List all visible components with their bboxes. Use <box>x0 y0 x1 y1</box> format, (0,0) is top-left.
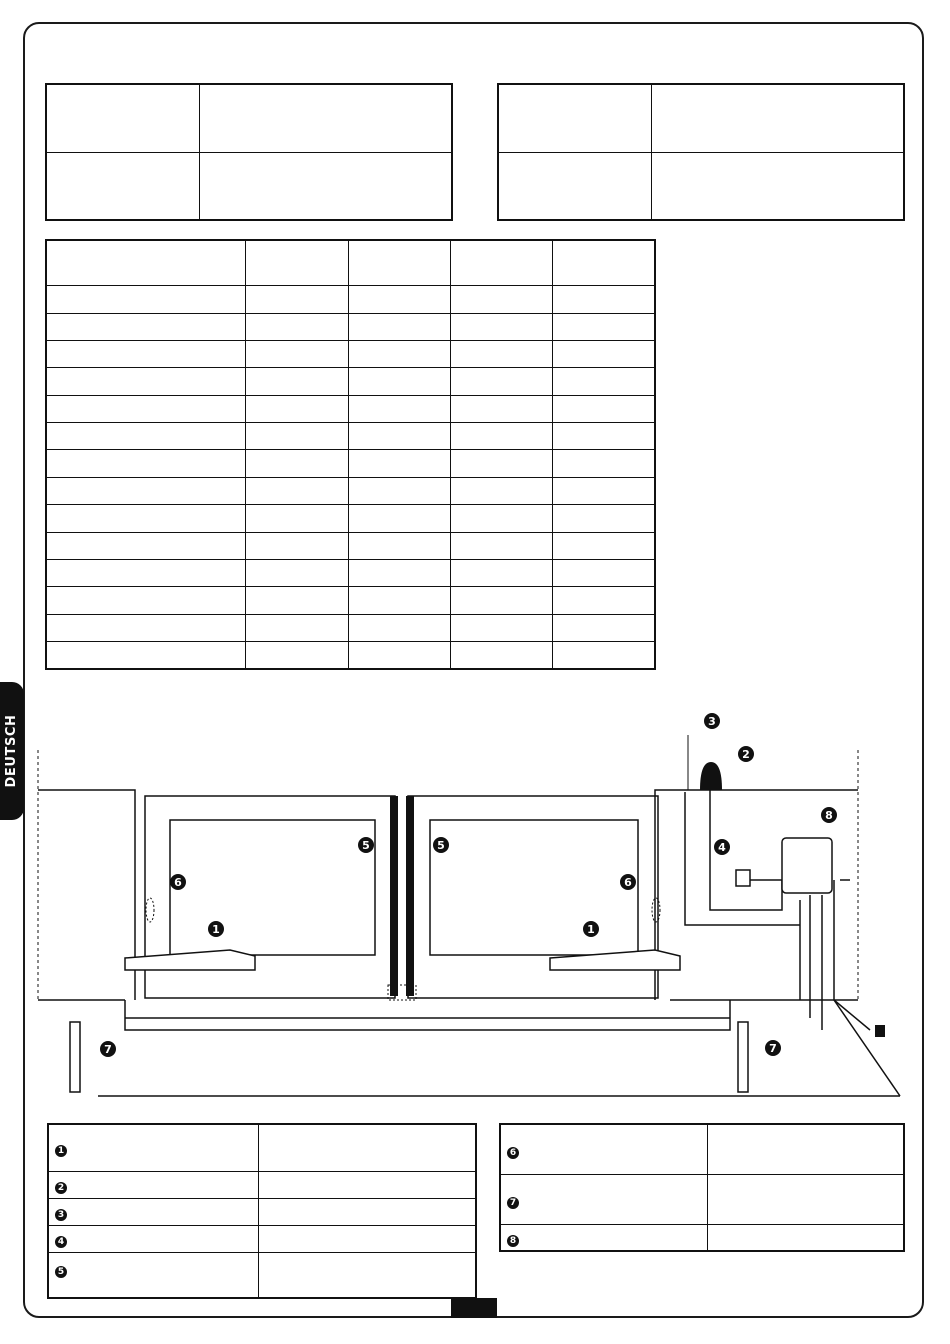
spec-table-cell <box>46 559 246 586</box>
spec-table-cell <box>552 313 655 340</box>
spec-table-cell <box>552 642 655 670</box>
callout-6-left: 6 <box>174 876 182 889</box>
spec-table <box>45 239 656 670</box>
spec-table-cell <box>348 505 450 532</box>
spec-table-cell <box>246 587 348 614</box>
spec-table-cell <box>552 587 655 614</box>
spec-table-cell <box>46 395 246 422</box>
spec-table-cell <box>246 559 348 586</box>
legend-item-2-badge: 2 <box>55 1182 67 1194</box>
table-cell <box>46 152 200 220</box>
callout-6-right: 6 <box>624 876 632 889</box>
spec-table-cell <box>348 368 450 395</box>
table-cell <box>259 1171 477 1198</box>
spec-table-cell <box>450 477 552 504</box>
table-cell <box>259 1198 477 1225</box>
spec-table-cell <box>348 450 450 477</box>
spec-table-cell <box>450 340 552 367</box>
spec-table-cell <box>46 368 246 395</box>
table-cell <box>46 84 200 152</box>
spec-table-cell <box>46 340 246 367</box>
spec-table-cell <box>552 395 655 422</box>
spec-table-cell <box>46 614 246 641</box>
spec-table-cell <box>246 450 348 477</box>
legend-item-1-badge: 1 <box>55 1145 67 1157</box>
spec-table-cell <box>246 477 348 504</box>
table-cell <box>200 152 453 220</box>
spec-table-cell <box>552 340 655 367</box>
spec-table-cell <box>552 614 655 641</box>
spec-table-cell <box>246 240 348 286</box>
callout-1-right: 1 <box>587 923 595 936</box>
spec-table-cell <box>246 395 348 422</box>
spec-table-cell <box>246 642 348 670</box>
legend-item-8-badge: 8 <box>507 1235 519 1247</box>
spec-table-cell <box>348 313 450 340</box>
legend-item-7-badge: 7 <box>507 1197 519 1209</box>
legend-table-right <box>499 1123 905 1252</box>
spec-table-cell <box>46 642 246 670</box>
spec-table-cell <box>46 477 246 504</box>
page-number-tab <box>451 1298 497 1318</box>
spec-table-cell <box>552 505 655 532</box>
spec-table-cell <box>46 505 246 532</box>
spec-table-cell <box>246 286 348 313</box>
spec-table-cell <box>552 423 655 450</box>
callout-3: 3 <box>708 715 716 728</box>
legend-item-5-badge: 5 <box>55 1266 67 1278</box>
table-cell <box>259 1124 477 1171</box>
spec-table-cell <box>246 423 348 450</box>
callout-1-left: 1 <box>212 923 220 936</box>
table-cell <box>259 1252 477 1298</box>
table-cell <box>259 1225 477 1252</box>
table-cell <box>498 84 652 152</box>
spec-table-cell <box>450 368 552 395</box>
spec-table-cell <box>46 532 246 559</box>
spec-table-cell <box>552 286 655 313</box>
spec-table-cell <box>348 423 450 450</box>
callout-5-left: 5 <box>362 839 370 852</box>
legend-table-left <box>47 1123 477 1299</box>
table-cell <box>652 84 905 152</box>
spec-table-cell <box>46 423 246 450</box>
spec-table-cell <box>450 642 552 670</box>
spec-table-cell <box>552 559 655 586</box>
spec-table-cell <box>348 614 450 641</box>
spec-table-cell <box>246 532 348 559</box>
spec-table-cell <box>450 240 552 286</box>
spec-table-cell <box>450 532 552 559</box>
spec-table-cell <box>348 559 450 586</box>
spec-table-cell <box>348 642 450 670</box>
legend-item-3-badge: 3 <box>55 1209 67 1221</box>
language-tab <box>0 682 24 820</box>
legend-item-4-badge: 4 <box>55 1236 67 1248</box>
spec-table-cell <box>450 450 552 477</box>
spec-table-cell <box>246 505 348 532</box>
spec-table-cell <box>348 240 450 286</box>
callout-4: 4 <box>718 841 726 854</box>
spec-table-cell <box>450 395 552 422</box>
gate-installation-diagram <box>30 700 910 1100</box>
spec-table-cell <box>552 240 655 286</box>
spec-table-cell <box>348 286 450 313</box>
spec-table-cell <box>348 477 450 504</box>
top-table-left <box>45 83 453 221</box>
spec-table-cell <box>450 313 552 340</box>
spec-table-cell <box>450 587 552 614</box>
spec-table-cell <box>450 559 552 586</box>
spec-table-cell <box>450 614 552 641</box>
spec-table-cell <box>246 614 348 641</box>
top-table-right <box>497 83 905 221</box>
callout-8: 8 <box>825 809 833 822</box>
spec-table-cell <box>552 532 655 559</box>
spec-table-cell <box>450 286 552 313</box>
table-cell <box>708 1224 905 1251</box>
callout-5-right: 5 <box>437 839 445 852</box>
spec-table-cell <box>246 368 348 395</box>
spec-table-cell <box>450 505 552 532</box>
spec-table-cell <box>46 313 246 340</box>
spec-table-cell <box>46 587 246 614</box>
spec-table-cell <box>46 286 246 313</box>
callout-2: 2 <box>742 748 750 761</box>
spec-table-cell <box>552 450 655 477</box>
spec-table-cell <box>348 340 450 367</box>
table-cell <box>652 152 905 220</box>
spec-table-cell <box>552 477 655 504</box>
spec-table-cell <box>348 587 450 614</box>
spec-table-cell <box>348 395 450 422</box>
spec-table-cell <box>552 368 655 395</box>
spec-table-cell <box>450 423 552 450</box>
spec-table-cell <box>246 313 348 340</box>
callout-7-right: 7 <box>769 1042 777 1055</box>
callout-7-left: 7 <box>104 1043 112 1056</box>
table-cell <box>200 84 453 152</box>
table-cell <box>708 1174 905 1224</box>
spec-table-cell <box>348 532 450 559</box>
spec-table-cell <box>46 450 246 477</box>
language-tab-label: DEUTSCH <box>4 714 19 788</box>
spec-table-cell <box>246 340 348 367</box>
table-cell <box>708 1124 905 1174</box>
legend-item-6-badge: 6 <box>507 1147 519 1159</box>
table-cell <box>498 152 652 220</box>
spec-table-cell <box>46 240 246 286</box>
